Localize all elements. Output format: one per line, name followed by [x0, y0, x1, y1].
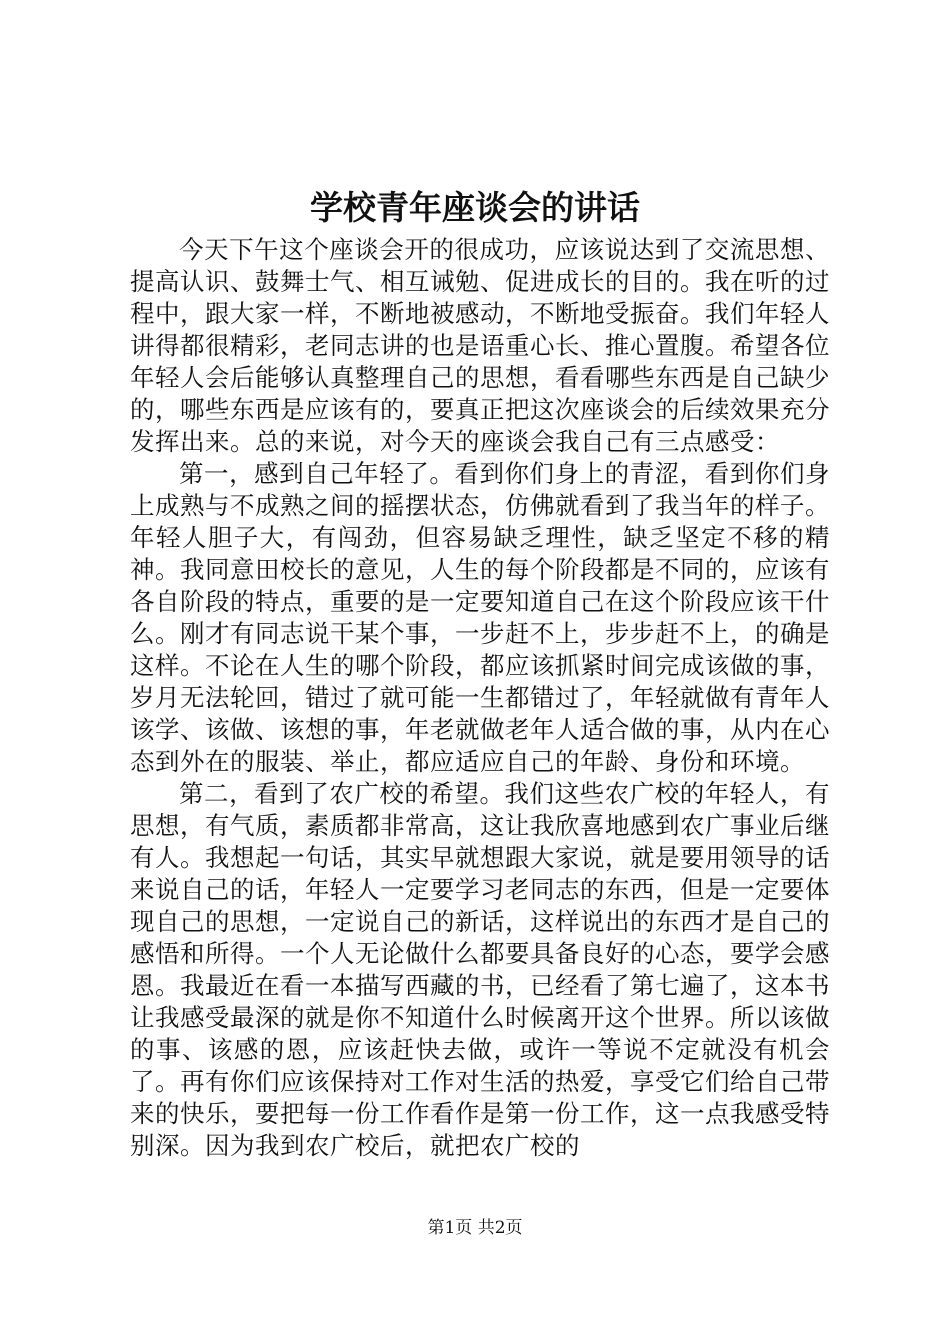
paragraph-second-point: 第二，看到了农广校的希望。我们这些农广校的年轻人，有思想，有气质，素质都非常高，这让我欣喜地感到农广事业后继有人。我想起一句话，其实早就想跟大家说，就是要用领导的话来说自己的话，年轻人一定要学习老同志的东西，但是一定要体现自己的思想，一定说自己的新话，这样说出的东西才是自己的感悟和所得。一个人无论做什么都要具备良好的心态，要学会感恩。我最近在看一本描写西藏的书，已经看了第七遍了，这本书让我感受最深的就是你不知道什么时候离开这个世界。所以该做的事、该感的恩，应该赶快去做，或许一等说不定就没有机会了。再有你们应该保持对工作对生活的热爱，享受它们给自己带来的快乐，要把每一份工作看作是第一份工作，这一点我感受特别深。因为我到农广校后，就把农广校的	[130, 779, 830, 1160]
paragraph-intro: 今天下午这个座谈会开的很成功，应该说达到了交流思想、提高认识、鼓舞士气、相互诫勉、促进成长的目的。我在听的过程中，跟大家一样，不断地被感动，不断地受振奋。我们年轻人讲得都很精彩，老同志讲的也是语重心长、推心置腹。希望各位年轻人会后能够认真整理自己的思想，看看哪些东西是自己缺少的，哪些东西是应该有的，要真正把这次座谈会的后续效果充分发挥出来。总的来说，对今天的座谈会我自己有三点感受：	[130, 235, 830, 456]
paragraph-first-point: 第一，感到自己年轻了。看到你们身上的青涩，看到你们身上成熟与不成熟之间的摇摆状态，仿佛就看到了我当年的样子。年轻人胆子大，有闯劲，但容易缺乏理性，缺乏坚定不移的精神。我同意田校长的意见，人生的每个阶段都是不同的，应该有各自阶段的特点，重要的是一定要知道自己在这个阶段应该干什么。刚才有同志说干某个事，一步赶不上，步步赶不上，的确是这样。不论在人生的哪个阶段，都应该抓紧时间完成该做的事，岁月无法轮回，错过了就可能一生都错过了，年轻就做有青年人该学、该做、该想的事，年老就做老年人适合做的事，从内在心态到外在的服装、举止，都应适应自己的年龄、身份和环境。	[130, 459, 830, 776]
page-number-footer: 第1页 共2页	[427, 1218, 523, 1238]
document-body	[130, 234, 830, 1162]
document-title: 学校青年座谈会的讲话	[310, 188, 640, 227]
